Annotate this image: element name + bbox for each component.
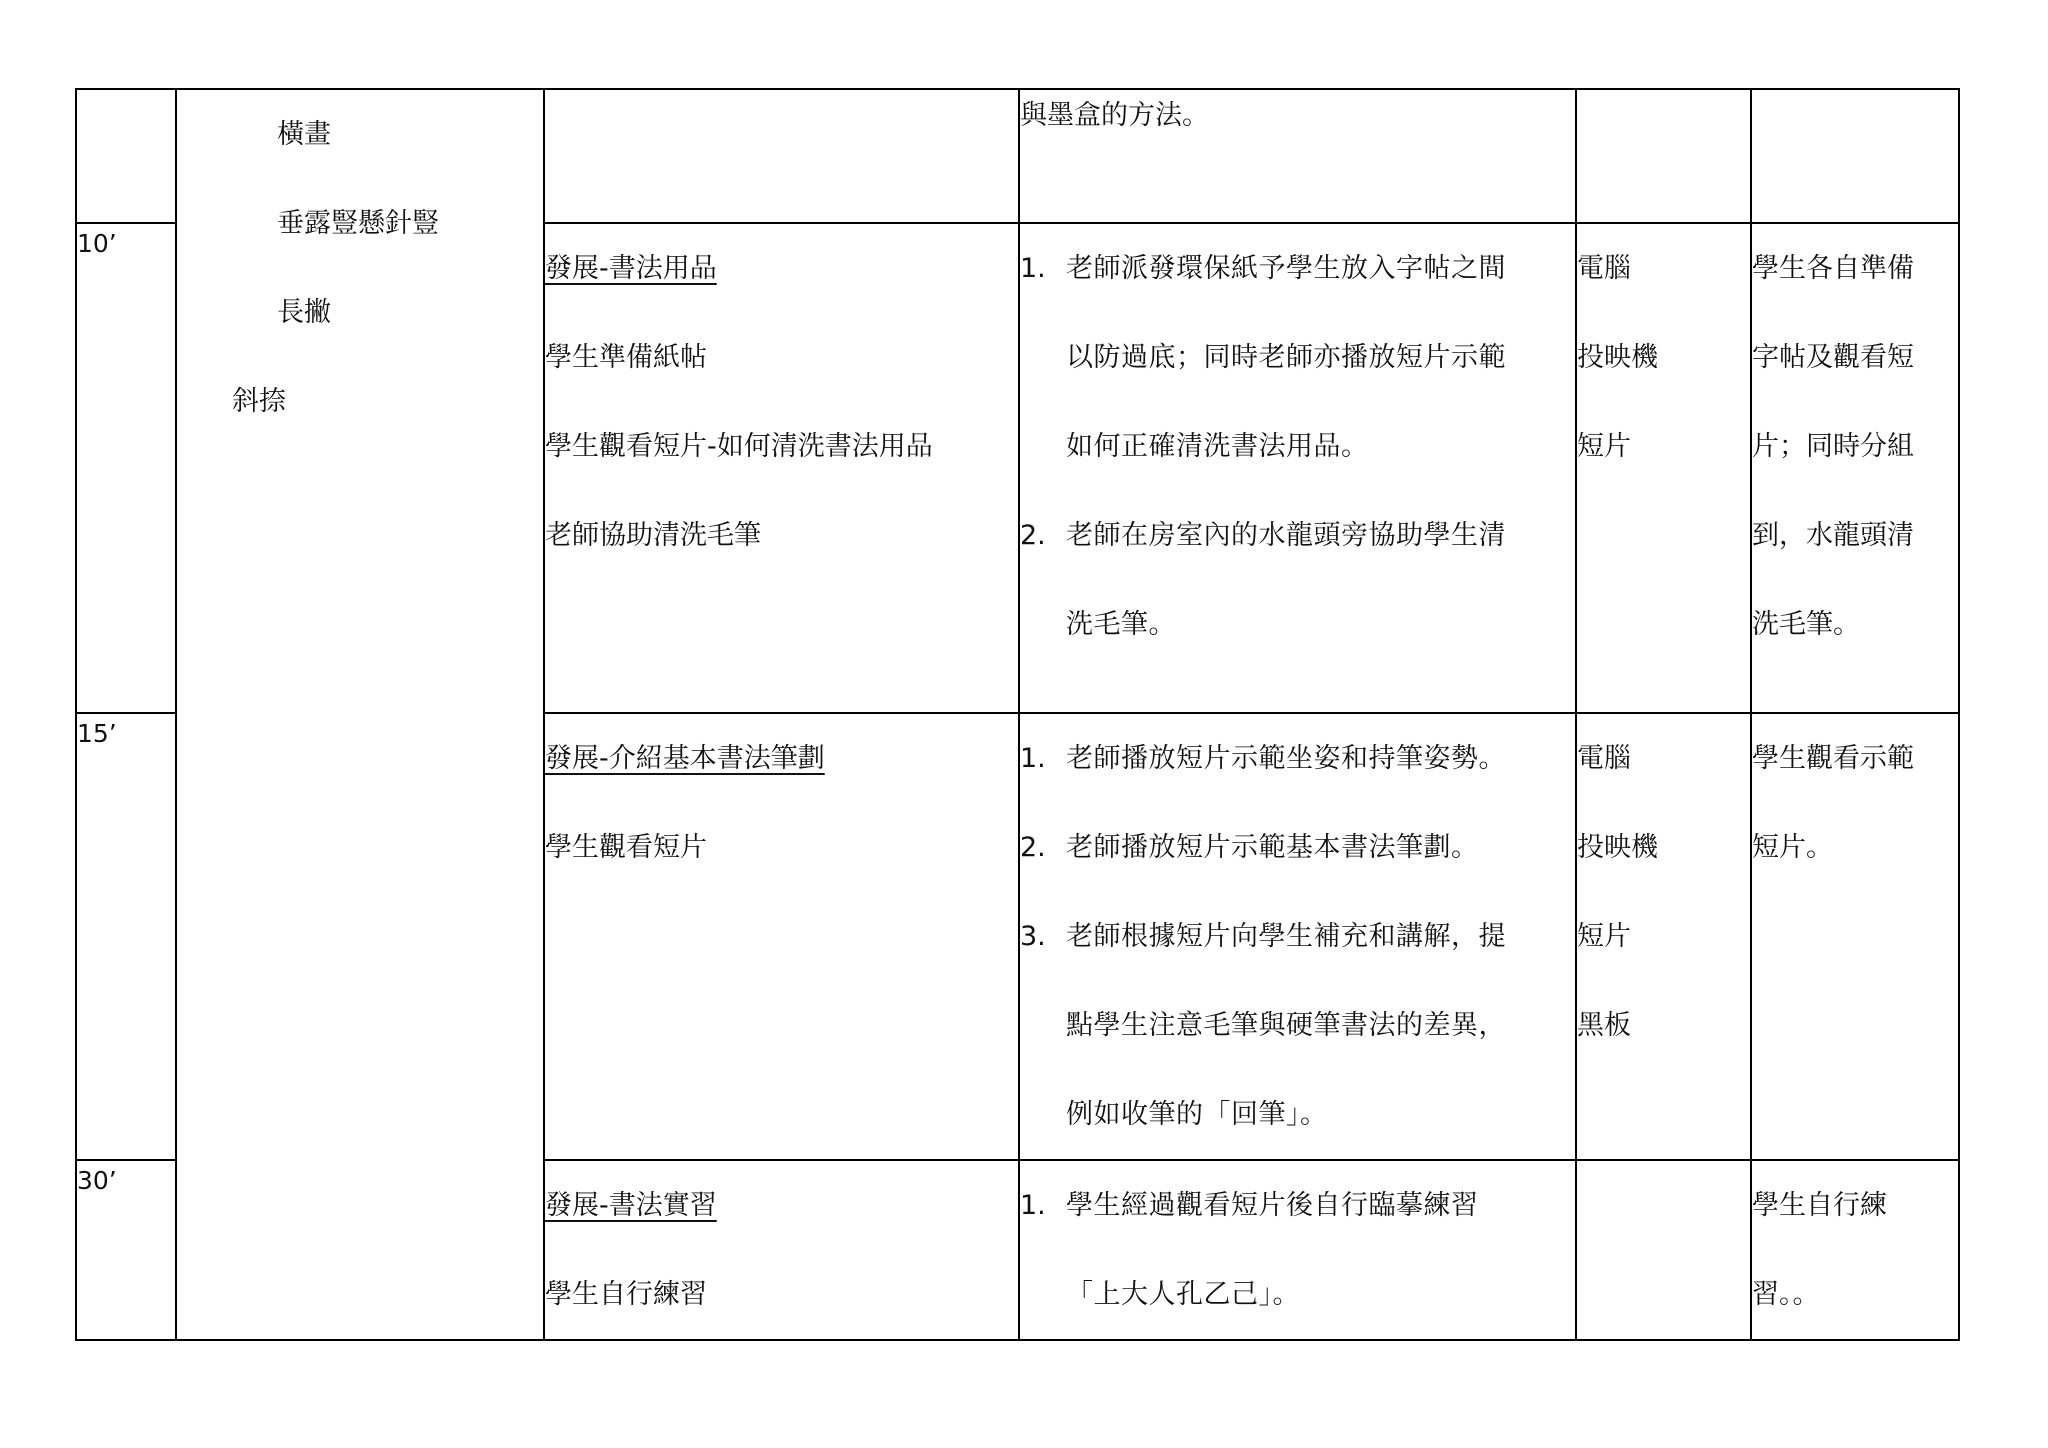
student-cell bbox=[1751, 713, 1959, 1160]
teacher-cell bbox=[1019, 713, 1576, 1160]
student-line: 習。。 bbox=[1752, 1279, 1820, 1310]
activity-line: 學生自行練習 bbox=[545, 1279, 707, 1310]
step-number: 2. bbox=[1020, 832, 1046, 863]
step-line: 洗毛筆。 bbox=[1066, 609, 1176, 640]
teacher-step bbox=[1020, 1161, 1575, 1339]
student-line: 學生觀看示範 bbox=[1752, 743, 1914, 774]
activity-cell bbox=[544, 1160, 1019, 1340]
activity-title: 發展-介紹基本書法筆劃 bbox=[545, 743, 825, 774]
teacher-cell bbox=[1019, 89, 1576, 223]
activity-title: 發展-書法用品 bbox=[545, 253, 717, 284]
teacher-step bbox=[1020, 714, 1575, 803]
time-cell: 10’ bbox=[76, 223, 176, 713]
step-line: 老師根據短片向學生補充和講解，提 bbox=[1066, 921, 1506, 952]
stroke-item: 斜捺 bbox=[232, 386, 286, 417]
student-line: 字帖及觀看短 bbox=[1752, 342, 1914, 373]
student-line: 學生自行練 bbox=[1752, 1190, 1887, 1221]
resource-item: 電腦 bbox=[1577, 253, 1631, 284]
step-number: 1. bbox=[1020, 743, 1046, 774]
student-line: 學生各自準備 bbox=[1752, 253, 1914, 284]
student-line: 短片。 bbox=[1752, 832, 1833, 863]
student-cell bbox=[1751, 1160, 1959, 1340]
activity-line: 學生觀看短片-如何清洗書法用品 bbox=[545, 431, 933, 462]
time-cell bbox=[76, 89, 176, 223]
student-line: 到，水龍頭清 bbox=[1752, 520, 1914, 551]
resource-item: 投映機 bbox=[1577, 342, 1658, 373]
step-line: 老師派發環保紙予學生放入字帖之間 bbox=[1066, 253, 1506, 284]
teacher-cell bbox=[1019, 223, 1576, 713]
resource-cell bbox=[1576, 89, 1751, 223]
step-line: 點學生注意毛筆與硬筆書法的差異， bbox=[1066, 1010, 1506, 1041]
activity-cell bbox=[544, 89, 1019, 223]
time-cell: 15’ bbox=[76, 713, 176, 1160]
step-line: 如何正確清洗書法用品。 bbox=[1066, 431, 1369, 462]
resource-cell bbox=[1576, 223, 1751, 713]
resource-item: 短片 bbox=[1577, 431, 1631, 462]
stroke-list-cell bbox=[176, 89, 544, 1340]
step-number: 1. bbox=[1020, 1190, 1046, 1221]
step-line: 「上大人孔乙己」。 bbox=[1066, 1279, 1300, 1310]
student-cell bbox=[1751, 223, 1959, 713]
step-number: 2. bbox=[1020, 520, 1046, 551]
resource-item: 短片 bbox=[1577, 921, 1631, 952]
student-line: 片；同時分組 bbox=[1752, 431, 1914, 462]
student-line: 洗毛筆。 bbox=[1752, 609, 1860, 640]
teacher-step bbox=[1020, 224, 1575, 491]
step-line: 學生經過觀看短片後自行臨摹練習 bbox=[1066, 1190, 1479, 1221]
stroke-item: 橫畫 bbox=[277, 119, 331, 150]
step-line: 老師在房室內的水龍頭旁協助學生清 bbox=[1066, 520, 1506, 551]
activity-title: 發展-書法實習 bbox=[545, 1190, 717, 1221]
time-cell: 30’ bbox=[76, 1160, 176, 1340]
activity-line: 學生準備紙帖 bbox=[545, 342, 707, 373]
resource-cell bbox=[1576, 713, 1751, 1160]
teacher-step bbox=[1020, 803, 1575, 892]
teacher-cell bbox=[1019, 1160, 1576, 1340]
resource-cell bbox=[1576, 1160, 1751, 1340]
resource-item: 投映機 bbox=[1577, 832, 1658, 863]
stroke-item: 長撇 bbox=[277, 297, 331, 328]
step-number: 3. bbox=[1020, 921, 1046, 952]
student-cell bbox=[1751, 89, 1959, 223]
table-row bbox=[76, 89, 1959, 223]
step-line: 例如收筆的「回筆」。 bbox=[1066, 1099, 1328, 1130]
teacher-text: 與墨盒的方法。 bbox=[1020, 100, 1209, 131]
teacher-step bbox=[1020, 892, 1575, 1159]
step-number: 1. bbox=[1020, 253, 1046, 284]
step-line: 以防過底；同時老師亦播放短片示範 bbox=[1066, 342, 1506, 373]
activity-cell bbox=[544, 223, 1019, 713]
activity-line: 老師協助清洗毛筆 bbox=[545, 520, 761, 551]
step-line: 老師播放短片示範基本書法筆劃。 bbox=[1066, 832, 1479, 863]
resource-item: 黑板 bbox=[1577, 1010, 1631, 1041]
lesson-plan-table bbox=[75, 88, 1960, 1341]
teacher-step bbox=[1020, 491, 1575, 669]
activity-line: 學生觀看短片 bbox=[545, 832, 707, 863]
activity-cell bbox=[544, 713, 1019, 1160]
resource-item: 電腦 bbox=[1577, 743, 1631, 774]
stroke-item: 垂露豎懸針豎 bbox=[277, 208, 439, 239]
step-line: 老師播放短片示範坐姿和持筆姿勢。 bbox=[1066, 743, 1506, 774]
